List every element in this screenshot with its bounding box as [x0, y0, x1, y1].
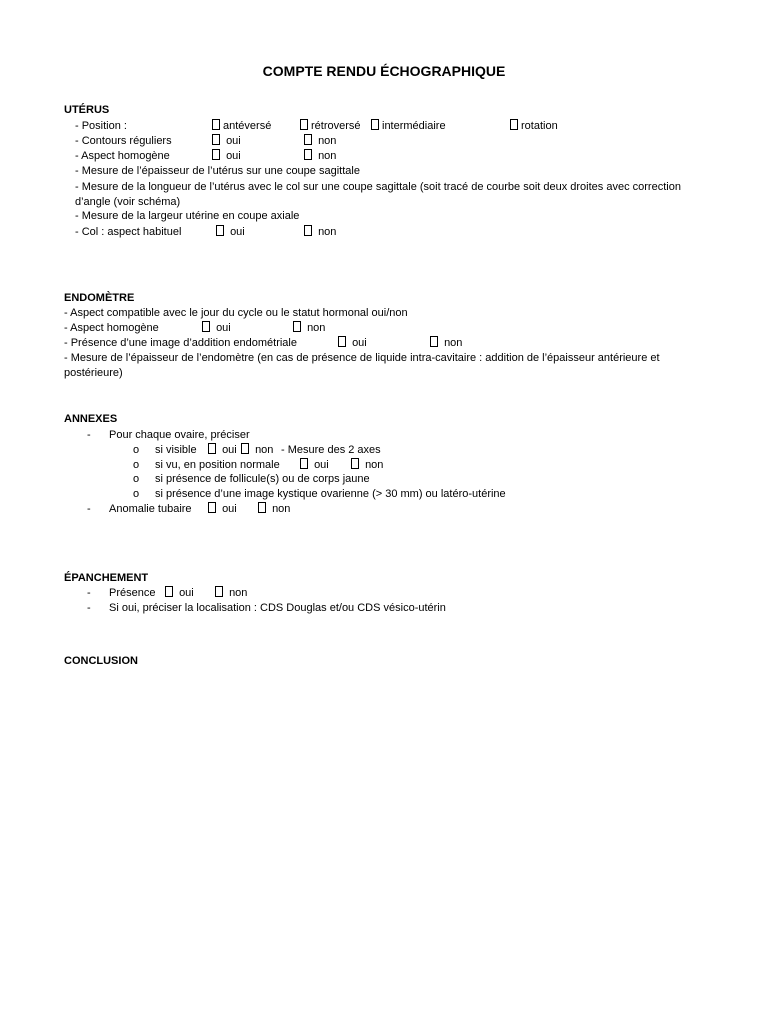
checkbox-icon[interactable] [241, 443, 249, 454]
annexes-visible-label: si visible [155, 444, 197, 456]
uterus-aspect-label: - Aspect homogène [75, 150, 170, 162]
annexes-follicule-text: si présence de follicule(s) ou de corps jaune [155, 473, 370, 485]
col-oui-option[interactable]: oui [216, 225, 245, 240]
annexes-ovaire-text: Pour chaque ovaire, préciser [109, 429, 250, 441]
list-dash: - [87, 503, 91, 515]
checkbox-icon[interactable] [304, 134, 312, 145]
contours-non-option[interactable]: non [304, 134, 336, 149]
position-normale-non-option[interactable]: non [351, 458, 383, 473]
list-dash: - [87, 602, 91, 614]
checkbox-icon[interactable] [351, 458, 359, 469]
epanchement-localisation-text: Si oui, préciser la localisation : CDS Douglas et/ou CDS vésico-utérin [109, 602, 446, 614]
position-option-rotation[interactable]: rotation [510, 119, 558, 134]
uterus-epaisseur-text: - Mesure de l’épaisseur de l’utérus sur une coupe sagittale [75, 165, 360, 177]
checkbox-icon[interactable] [300, 458, 308, 469]
checkbox-icon[interactable] [304, 149, 312, 160]
checkbox-icon[interactable] [258, 502, 266, 513]
presence-oui-option[interactable]: oui [165, 586, 194, 601]
checkbox-icon[interactable] [215, 586, 223, 597]
checkbox-icon[interactable] [293, 321, 301, 332]
uterus-contours-label: - Contours réguliers [75, 135, 172, 147]
tubaire-non-option[interactable]: non [258, 502, 290, 517]
checkbox-icon[interactable] [430, 336, 438, 347]
position-option-anteverse[interactable]: antéversé [212, 119, 271, 134]
checkbox-icon[interactable] [212, 149, 220, 160]
section-heading-uterus: UTÉRUS [64, 104, 110, 116]
checkbox-icon[interactable] [300, 119, 308, 130]
checkbox-icon[interactable] [510, 119, 518, 130]
epanchement-presence-label: Présence [109, 587, 156, 599]
position-option-retroverse[interactable]: rétroversé [300, 119, 361, 134]
endometre-image-label: - Présence d’une image d’addition endométriale [64, 337, 297, 349]
checkbox-icon[interactable] [216, 225, 224, 236]
presence-non-option[interactable]: non [215, 586, 247, 601]
uterus-longueur-text: - Mesure de la longueur de l’utérus avec le col sur une coupe sagittale (soit tracé de courbe soit deux droites avec correction d’angle (voir schéma) [75, 181, 681, 209]
section-heading-annexes: ANNEXES [64, 413, 118, 425]
sub-bullet: o [133, 473, 140, 485]
checkbox-icon[interactable] [338, 336, 346, 347]
checkbox-icon[interactable] [212, 119, 220, 130]
annexes-visible-extra: - Mesure des 2 axes [281, 444, 381, 456]
checkbox-icon[interactable] [208, 502, 216, 513]
endometre-epaisseur-text: - Mesure de l’épaisseur de l’endomètre (en cas de présence de liquide intra-cavitaire : addition de l’épaisseur antérieure et postérieure) [64, 352, 660, 380]
visible-oui-option[interactable]: oui [208, 443, 237, 458]
visible-non-option[interactable]: non [241, 443, 273, 458]
endometre-aspect-non-option[interactable]: non [293, 321, 325, 336]
endometre-image-oui-option[interactable]: oui [338, 336, 367, 351]
sub-bullet: o [133, 488, 140, 500]
checkbox-icon[interactable] [208, 443, 216, 454]
section-heading-conclusion: CONCLUSION [64, 655, 138, 667]
list-dash: - [87, 587, 91, 599]
position-normale-oui-option[interactable]: oui [300, 458, 329, 473]
annexes-tubaire-label: Anomalie tubaire [109, 503, 192, 515]
sub-bullet: o [133, 459, 140, 471]
tubaire-oui-option[interactable]: oui [208, 502, 237, 517]
section-heading-epanchement: ÉPANCHEMENT [64, 572, 149, 584]
section-heading-endometre: ENDOMÈTRE [64, 292, 135, 304]
sub-bullet: o [133, 444, 140, 456]
endometre-aspect-oui-option[interactable]: oui [202, 321, 231, 336]
checkbox-icon[interactable] [165, 586, 173, 597]
page-title: COMPTE RENDU ÉCHOGRAPHIQUE [262, 63, 506, 79]
checkbox-icon[interactable] [304, 225, 312, 236]
checkbox-icon[interactable] [212, 134, 220, 145]
checkbox-icon[interactable] [202, 321, 210, 332]
annexes-position-label: si vu, en position normale [155, 459, 280, 471]
endometre-image-non-option[interactable]: non [430, 336, 462, 351]
position-option-intermediaire[interactable]: intermédiaire [371, 119, 446, 134]
endometre-aspect-label: - Aspect homogène [64, 322, 159, 334]
endometre-compatible-text: - Aspect compatible avec le jour du cycle ou le statut hormonal oui/non [64, 307, 408, 319]
uterus-largeur-text: - Mesure de la largeur utérine en coupe axiale [75, 210, 300, 222]
uterus-position-label: - Position : [75, 120, 127, 132]
contours-oui-option[interactable]: oui [212, 134, 241, 149]
col-non-option[interactable]: non [304, 225, 336, 240]
checkbox-icon[interactable] [371, 119, 379, 130]
list-dash: - [87, 429, 91, 441]
uterus-col-label: - Col : aspect habituel [75, 226, 182, 238]
aspect-oui-option[interactable]: oui [212, 149, 241, 164]
annexes-kystique-text: si présence d’une image kystique ovarienne (> 30 mm) ou latéro-utérine [155, 488, 506, 500]
aspect-non-option[interactable]: non [304, 149, 336, 164]
